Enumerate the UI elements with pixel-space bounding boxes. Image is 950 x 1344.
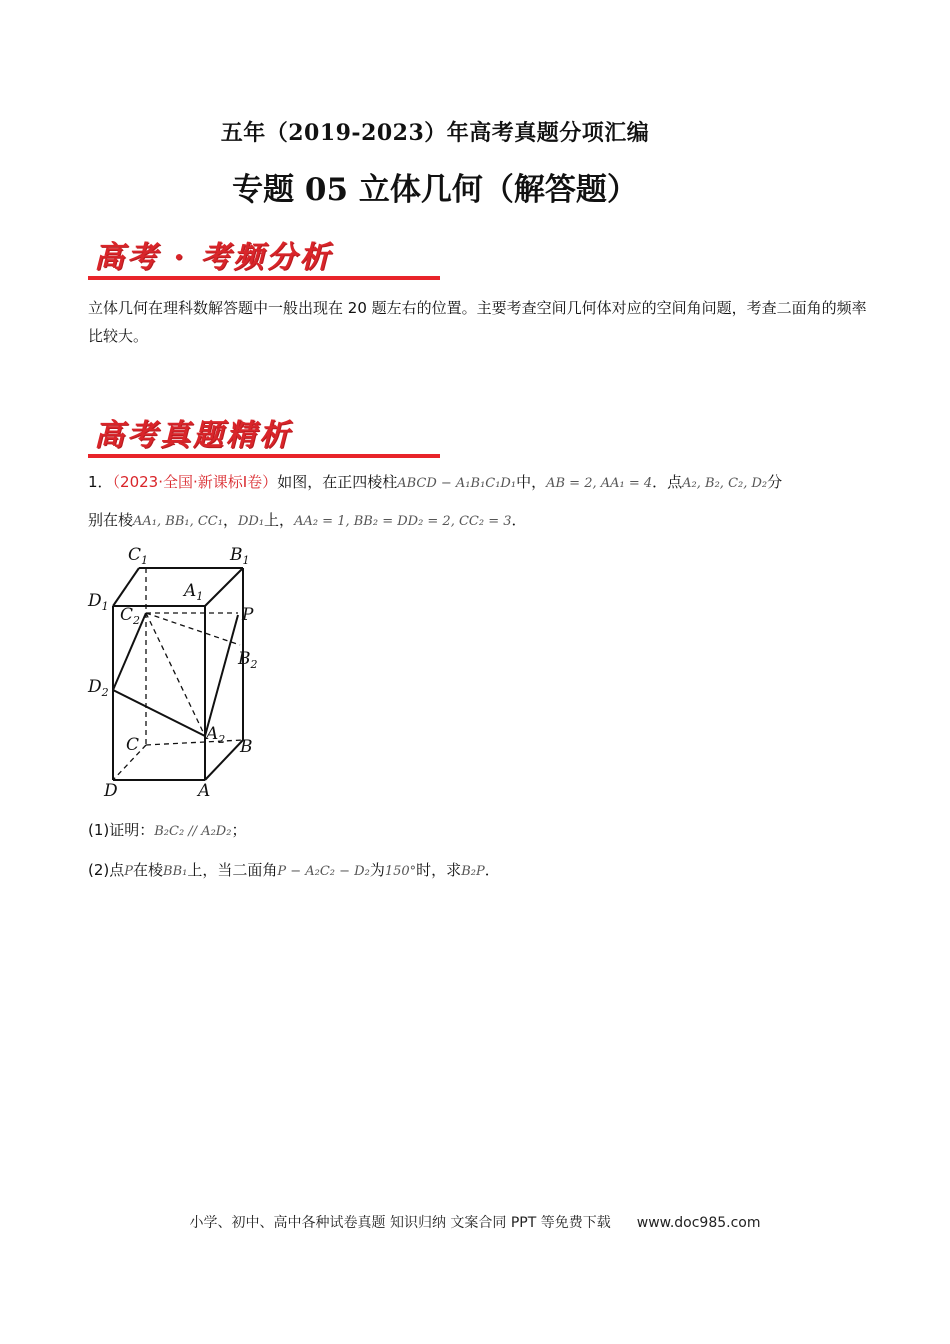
part2-a: 在棱	[133, 861, 164, 879]
label-C2: $C_2$	[120, 605, 141, 627]
part2-deg: 150°	[384, 864, 417, 879]
edge-AB	[205, 740, 243, 780]
part1-label: (1)证明：	[88, 821, 155, 839]
label-A1: $A_1$	[184, 581, 204, 603]
problem-line-1	[88, 468, 868, 498]
label-P: P	[242, 605, 254, 625]
edges-math: AA₁, BB₁, CC₁	[133, 514, 223, 529]
problem-line-2	[88, 506, 868, 536]
real-banner-line	[88, 454, 440, 458]
part2-d: 时，求	[416, 861, 462, 879]
footer-text: 小学、初中、高中各种试卷真题 知识归纳 文案合同 PPT 等免费下载	[189, 1215, 611, 1231]
label-C: C	[126, 735, 140, 755]
edge-d-math: DD₁	[237, 514, 265, 529]
label-C1: $C_1$	[128, 545, 149, 567]
label-D: D	[104, 781, 118, 800]
points-math: A₂, B₂, C₂, D₂	[682, 476, 768, 491]
given2-math: AA₂ = 1, BB₂ = DD₂ = 2, CC₂ = 3	[294, 514, 512, 529]
edge-sep: ，	[222, 511, 238, 529]
real-banner-text: 高考真题精析	[94, 418, 292, 453]
label-A2: $A_2$	[206, 724, 226, 746]
label-B: B	[240, 737, 253, 757]
edge-A1B1	[205, 568, 243, 606]
analysis-banner-line	[88, 276, 440, 280]
text-mid3: 分	[767, 473, 783, 491]
part2-edge: BB₁	[163, 864, 188, 879]
analysis-banner-text: 高考 · 考频分析	[94, 240, 333, 275]
prism-math: ABCD − A₁B₁C₁D₁	[397, 476, 517, 491]
part-2	[88, 856, 868, 886]
part2-c: 为	[369, 861, 385, 879]
part2-end: ．	[484, 861, 500, 879]
part1-end: ；	[231, 821, 247, 839]
edge-D1C1	[113, 568, 139, 606]
segment-C2A2	[146, 613, 205, 736]
text-end2: ．	[511, 511, 527, 529]
part2-target: B₂P	[461, 864, 485, 879]
part1-math: B₂C₂ // A₂D₂	[154, 824, 232, 839]
label-D2: $D_2$	[88, 677, 109, 699]
line2-start: 别在棱	[88, 511, 134, 529]
label-D1: $D_1$	[88, 591, 109, 613]
part2-p: P	[124, 864, 133, 879]
analysis-text: 立体几何在理科数解答题中一般出现在 20 题左右的位置。主要考查空间几何体对应的空间角问题，考查二面角的频率比较大。	[88, 299, 867, 345]
footer	[0, 1212, 950, 1232]
given1-math: AB = 2, AA₁ = 4	[546, 476, 653, 491]
problem-source: （2023·全国·新课标Ⅰ卷）	[112, 473, 278, 491]
title-top: 五年（2019-2023）年高考真题分项汇编	[220, 120, 650, 146]
segment-D2A2	[113, 690, 205, 736]
hidden-CB	[146, 740, 243, 745]
problem-intro: 如图，在正四棱柱	[277, 473, 398, 491]
text-mid2: ．点	[652, 473, 683, 491]
footer-url[interactable]: www.doc985.com	[636, 1215, 761, 1231]
text-mid4: 上，	[264, 511, 295, 529]
page-title: 专题 05 立体几何（解答题）	[232, 172, 638, 208]
part2-label: (2)点	[88, 861, 125, 879]
prism-figure	[80, 540, 280, 800]
part2-b: 上，当二面角	[187, 861, 278, 879]
part2-angle: P − A₂C₂ − D₂	[277, 864, 370, 879]
real-banner	[88, 410, 440, 458]
problem-number: 1．	[88, 473, 113, 491]
label-B1: $B_1$	[230, 545, 250, 567]
text-mid1: 中，	[516, 473, 547, 491]
segment-C2B2	[146, 613, 240, 645]
part-1	[88, 816, 868, 846]
segment-A2P	[205, 615, 238, 736]
label-A: A	[198, 781, 211, 800]
analysis-banner	[88, 232, 440, 280]
label-B2: $B_2$	[238, 649, 258, 671]
